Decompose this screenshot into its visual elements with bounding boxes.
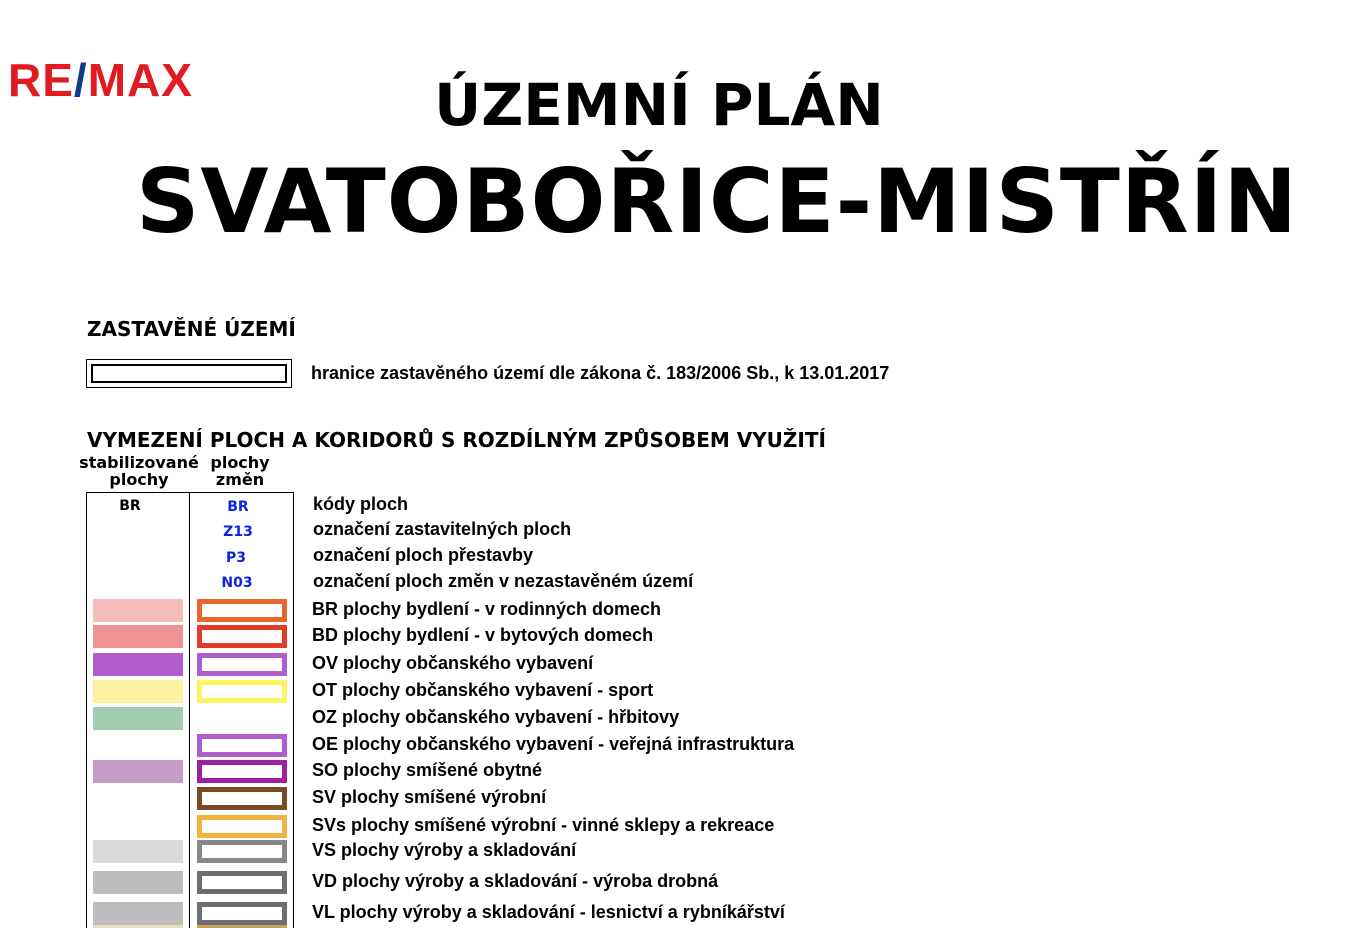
legend-label: BR plochy bydlení - v rodinných domech (312, 599, 662, 619)
change-area-outline (197, 815, 287, 838)
change-area-outline (197, 871, 287, 894)
legend-label: OE plochy občanského vybavení - veřejná infrastruktura (312, 734, 795, 754)
stable-area-swatch (93, 707, 183, 730)
change-area-outline (197, 734, 287, 757)
border-sample-inner (91, 364, 287, 383)
change-code: P3 (225, 550, 246, 566)
built-area-border-sample (86, 359, 292, 388)
code-label: označení ploch změn v nezastavěném území (313, 571, 694, 591)
col-header-stable: stabilizované plochy (79, 453, 199, 489)
change-area-outline (197, 680, 287, 703)
legend-label: VL plochy výroby a skladování - lesnictví a rybníkářství (312, 902, 785, 922)
legend-label: BD plochy bydlení - v bytových domech (312, 625, 654, 645)
change-area-outline (197, 599, 287, 622)
legend-label: SV plochy smíšené výrobní (312, 787, 547, 807)
change-area-outline (197, 840, 287, 863)
table-left-line (86, 492, 87, 928)
stable-area-swatch (93, 599, 183, 622)
change-code: N03 (221, 575, 253, 591)
municipality-title: SVATOBOŘICE-MISTŘÍN (135, 150, 1299, 253)
stable-area-swatch (93, 760, 183, 783)
table-right-line (293, 492, 294, 928)
legend-label: SO plochy smíšené obytné (312, 760, 543, 780)
stable-area-swatch (93, 902, 183, 925)
built-area-heading: ZASTAVĚNÉ ÚZEMÍ (87, 317, 296, 341)
stable-code: BR (119, 498, 141, 514)
stable-area-swatch (93, 680, 183, 703)
code-label: kódy ploch (313, 494, 409, 514)
change-code: BR (227, 499, 249, 515)
legend-label: VS plochy výroby a skladování (312, 840, 577, 860)
stable-area-swatch (93, 840, 183, 863)
change-area-outline (197, 787, 287, 810)
stable-area-swatch (93, 871, 183, 894)
change-area-outline (197, 625, 287, 648)
logo-wordmark: RE/MAX (8, 54, 193, 106)
change-area-outline (197, 760, 287, 783)
legend-label: VD plochy výroby a skladování - výroba drobná (312, 871, 719, 891)
legend-label: OZ plochy občanského vybavení - hřbitovy (312, 707, 680, 727)
areas-heading: VYMEZENÍ PLOCH A KORIDORŮ S ROZDÍLNÝM ZPŮSOBEM VYUŽITÍ (87, 428, 826, 452)
code-label: označení ploch přestavby (313, 545, 534, 565)
change-area-outline (197, 653, 287, 676)
change-area-outline (197, 902, 287, 925)
plan-title: ÚZEMNÍ PLÁN (434, 71, 884, 139)
legend-label: OV plochy občanského vybavení (312, 653, 594, 673)
legend-label: SVs plochy smíšené výrobní - vinné sklepy a rekreace (312, 815, 775, 835)
table-top-line (86, 492, 294, 493)
stable-area-swatch (93, 653, 183, 676)
col-header-change: plochy změn (210, 453, 270, 489)
table-middle-line (189, 492, 190, 928)
code-label: označení zastavitelných ploch (313, 519, 572, 539)
change-code: Z13 (223, 524, 253, 540)
legend-label: OT plochy občanského vybavení - sport (312, 680, 654, 700)
built-area-label: hranice zastavěného území dle zákona č. 183/2006 Sb., k 13.01.2017 (311, 363, 890, 383)
stable-area-swatch (93, 625, 183, 648)
